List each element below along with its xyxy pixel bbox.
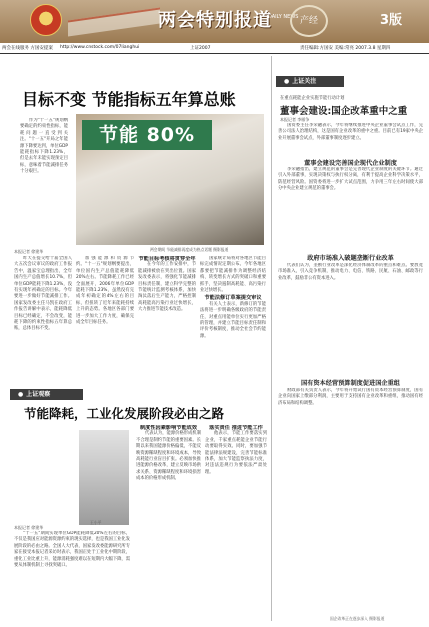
lead-subhead-1: 节能目标考核将贯穿全年 — [138, 256, 196, 262]
right-kicker: 在重点耗能企业实施节能行动计划 — [280, 96, 345, 101]
lead-para-3: 在今年的工作安排中，节能减排被放在突出位置。国家发改委表示，将强化节能减排目标责任制，建立科学完整的节能统计监测考核体系，加快淘汰落后生产能力，严格控制高耗能高污染行业过快增长，大力推进节能技术改造。 — [138, 262, 196, 313]
section2-body-left — [14, 531, 130, 616]
masthead-subtitle: DAILY NEWS — [268, 14, 299, 20]
lead-byline: 本报记者 徐建华 — [14, 249, 44, 254]
page-section-label: 3版 — [380, 13, 403, 28]
lead-para-1: 昨天在提交给十届全国人大五次会议审议的政府工作报告中，温家宝总理指出，全年国内生产总值增长10.7%，但单位GDP能耗下降1.23%，没有实现年初确定的目标。今年要进一步做好节能减排工作。国家发改委主任马凯在政府工作报告讲解中表示，能耗降低目标已经确定，不会改变，能耗下降的约束性指标五年算总账，总体目标不变。 — [14, 256, 72, 332]
right-byline: 本报记者 李雁争 — [280, 117, 310, 122]
section2-subhead-1: 制度性因素影响节能成效 — [139, 425, 198, 431]
info-bar-center: 上证2007 — [190, 46, 211, 51]
section2-para-3: 他表示，节能工作要落实到企业，千家重点耗能企业节能行动要取得实效。同时，要加强节能法律法规建设，完善节能标准体系，加大节能监察执法力度，对违法违规行为要依法严肃处理。 — [205, 431, 267, 475]
info-bar-url[interactable]: http://www.cnstock.com/07lianghui — [60, 45, 140, 50]
lead-para-4: 国家统计局将对各地区节能目标完成情况定期公布。今年各地区都要把节能减排作为调整经济结构、转变增长方式的突破口和重要抓手，坚决遏制高耗能、高污染行业过快增长。 — [200, 256, 266, 294]
section-bar-observe: ● 上证观察 — [10, 389, 83, 400]
info-bar-right: 责任编辑:方国安 美编:常亮 2007.3.8 星期四 — [300, 46, 391, 51]
section2-subhead-2: 落实责任 推进节能工作 — [209, 425, 263, 431]
lead-subhead-2: 节能法修订草案提交审议 — [204, 295, 262, 302]
lead-headline: 目标不变 节能指标五年算总账 — [22, 90, 236, 109]
right-para-3: 代表们认为，垄断行业改革是深化经济体制改革的重点和难点。要放宽市场准入，引入竞争机制，推动电力、电信、铁路、民航、石油、邮政等行业改革，鼓励非公有资本进入。 — [278, 263, 423, 281]
right-subhead-2: 董事会建设完善国企现代企业制度 — [304, 160, 397, 167]
section-bar-focus: ● 上证关注 — [276, 76, 344, 87]
pull-quote-text: 作为"十一五"规划纲要确定的约束性指标，能耗问题一直受到关注。"十一五"开局之年能源下降要达到，单位GDP能耗指标下降1.23%，但是去年未能实现预定目标，意味着节能减排任务十分艰巨。 — [20, 118, 68, 175]
right-para-4: 财政部有关负责人表示，今年将开始试行国有资本经营预算制度，国有企业向国家上缴部分利润，主要用于支持国有企业改革和重组，推动国有经济布局和结构调整。 — [278, 388, 423, 406]
photo-sign-text: 节能 80% — [82, 120, 212, 150]
lead-pull-quote — [20, 118, 68, 243]
section2-headline: 节能降耗，工业化发展阶段必由之路 — [24, 406, 225, 421]
section2-body-mid — [136, 425, 201, 616]
right-para-1: 国资委主任李荣融表示，今年将继续推进中央企业董事会试点工作，完善公司法人治理结构，这是国有企业改革的重中之重。目前已有19家中央企业开展董事会试点，外部董事制度逐步建立。 — [278, 123, 423, 141]
lead-body-col4 — [200, 256, 266, 376]
section2-para-2: 代表认为，能源价格形成机制不合理是制约节能的重要因素。长期以来我国能源价格偏低，不能反映资源稀缺程度和环境成本，导致高耗能行业盲目扩张。必须加快推进能源价格改革，建立反映市场供求关系、资源稀缺程度和环境损害成本的价格形成机制。 — [136, 431, 201, 482]
column-divider — [271, 56, 272, 621]
masthead-logo: 产经 — [290, 5, 328, 37]
portrait-caption: 王小平 — [90, 520, 102, 525]
section2-para-1: "十一五"期间实现单位GDP能耗降低20%左右的目标，不仅是我国应对能源资源约束的现实选择，也是我国工业化发展阶段的必由之路。全国人大代表、国家发改委能源研究所专家在接受本报记者采访时表示，我国正处于工业化中期阶段，重化工业比重上升，能源消耗强度难以在短期内大幅下降，需要从体制机制上寻找突破口。 — [14, 531, 130, 569]
lead-body-col3 — [138, 256, 196, 376]
info-bar — [0, 43, 429, 54]
masthead-title: 两会特别报道 — [158, 10, 272, 31]
lead-body-col2 — [76, 256, 134, 376]
right-body-2 — [278, 167, 423, 247]
right-body-3 — [278, 263, 423, 358]
info-bar-left: 两会在线服务 方国安提案 — [2, 46, 53, 51]
right-photo-note: 国企改革正在逐步深入 摄影报道 — [330, 616, 385, 621]
right-headline: 董事会建设:国企改革重中之重 — [280, 106, 408, 117]
lead-para-2: 加强能源和资源节约。"十一五"规划纲要提出，单位国内生产总值能耗降低20%左右。节能降耗工作已经全面展开，2006年单位GDP能耗下降1.23%，虽然没有完成年初确定的4%左右的目标，但扭转了近年来能耗持续上升的态势。各地区各部门要进一步加大工作力度，确保完成全年目标任务。 — [76, 256, 134, 326]
photo-caption: 两会期间 节能减排再度成为热点话题 摄影报道 — [150, 247, 229, 252]
right-subhead-4: 国有资本经营预算制度促进国企重组 — [301, 380, 400, 387]
right-body-4 — [278, 388, 423, 613]
lead-body-col1 — [14, 256, 72, 376]
right-body-1 — [278, 123, 423, 155]
lead-para-5: 有关人士表示，新修订的节能法将进一步明确各级政府的节能责任，对重点用能单位实行更加严格的管理，并建立节能目标责任制和评价考核制度，推动全社会节约能源。 — [200, 301, 266, 339]
right-para-2: 李荣融指出，建立规范的董事会是完善现代企业制度的关键环节。通过引入外部董事，实现决策权与执行权分离，有利于提高企业科学决策水平，防范经营风险。国资委将进一步扩大试点范围，力争用三年左右时间使大部分中央企业建立规范的董事会。 — [278, 167, 423, 192]
national-emblem-icon — [30, 4, 62, 36]
portrait-photo — [79, 430, 129, 525]
section2-body-right — [205, 425, 267, 616]
section2-byline: 本报记者 徐建华 — [14, 525, 44, 530]
right-subhead-3: 政府市场准入破题垄断行业改革 — [307, 255, 394, 262]
